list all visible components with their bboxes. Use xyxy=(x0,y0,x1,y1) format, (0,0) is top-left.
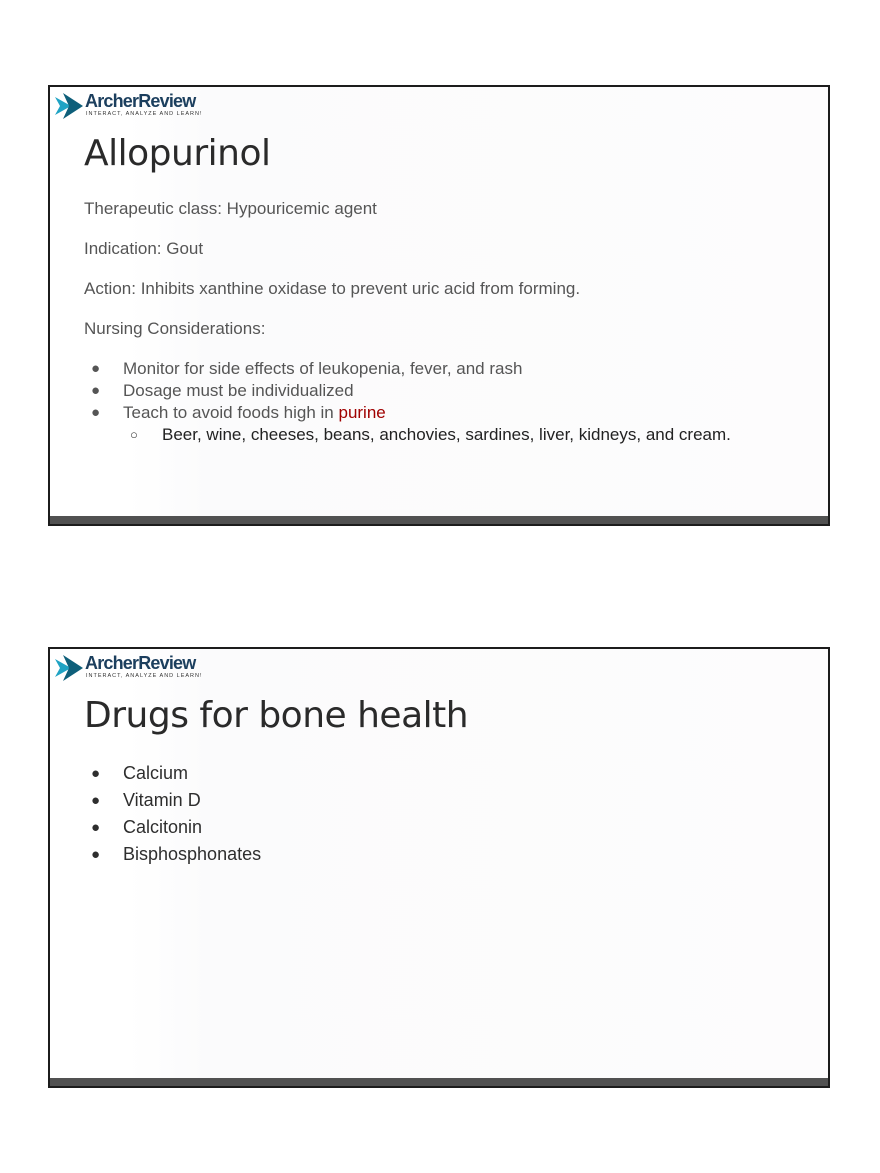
bullet-dot-icon: ● xyxy=(91,360,101,377)
sub-list-item: ○ Beer, wine, cheeses, beans, anchovies, sardines, liver, kidneys, and cream. xyxy=(130,425,731,444)
purine-highlight: purine xyxy=(338,403,386,422)
action: Action: Inhibits xanthine oxidase to prevent uric acid from forming. xyxy=(84,279,581,298)
list-item xyxy=(84,402,731,424)
logo-name: ArcherReview xyxy=(85,91,196,111)
logo-tagline: INTERACT, ANALYZE AND LEARN! xyxy=(86,111,203,117)
slide-bottom-bar xyxy=(50,516,828,524)
slide-bottom-bar xyxy=(50,1078,828,1086)
archer-review-logo xyxy=(55,653,205,683)
bullet-circle-icon: ○ xyxy=(130,427,138,442)
bullet-dot-icon: ● xyxy=(91,846,101,863)
slide-allopurinol xyxy=(48,85,830,526)
bullet-text: Teach to avoid foods high in xyxy=(123,403,339,422)
bone-health-list xyxy=(84,760,261,868)
bullet-dot-icon: ● xyxy=(91,382,101,399)
logo-tagline: INTERACT, ANALYZE AND LEARN! xyxy=(86,673,203,679)
nursing-bullet-list xyxy=(84,358,731,446)
list-item: ● Monitor for side effects of leukopenia, fever, and rash xyxy=(91,359,523,378)
list-item: ● Dosage must be individualized xyxy=(91,381,354,400)
slide-title: Drugs for bone health xyxy=(84,695,469,736)
indication: Indication: Gout xyxy=(84,239,204,258)
slide-title: Allopurinol xyxy=(84,133,271,174)
list-item: ● Vitamin D xyxy=(84,787,261,814)
archer-arrow-icon xyxy=(55,655,83,681)
bullet-dot-icon: ● xyxy=(91,765,101,782)
bullet-dot-icon: ● xyxy=(91,404,101,421)
therapeutic-class: Therapeutic class: Hypouricemic agent xyxy=(84,199,377,218)
bullet-dot-icon: ● xyxy=(91,819,101,836)
slide-bone-health xyxy=(48,647,830,1088)
list-item: ● Calcitonin xyxy=(84,814,261,841)
archer-arrow-icon xyxy=(55,93,83,119)
archer-review-logo xyxy=(55,91,205,121)
logo-name: ArcherReview xyxy=(85,653,196,673)
nursing-considerations-heading: Nursing Considerations: xyxy=(84,319,266,338)
bullet-dot-icon: ● xyxy=(91,792,101,809)
list-item: ● Bisphosphonates xyxy=(84,841,261,868)
list-item: ● Calcium xyxy=(84,760,261,787)
